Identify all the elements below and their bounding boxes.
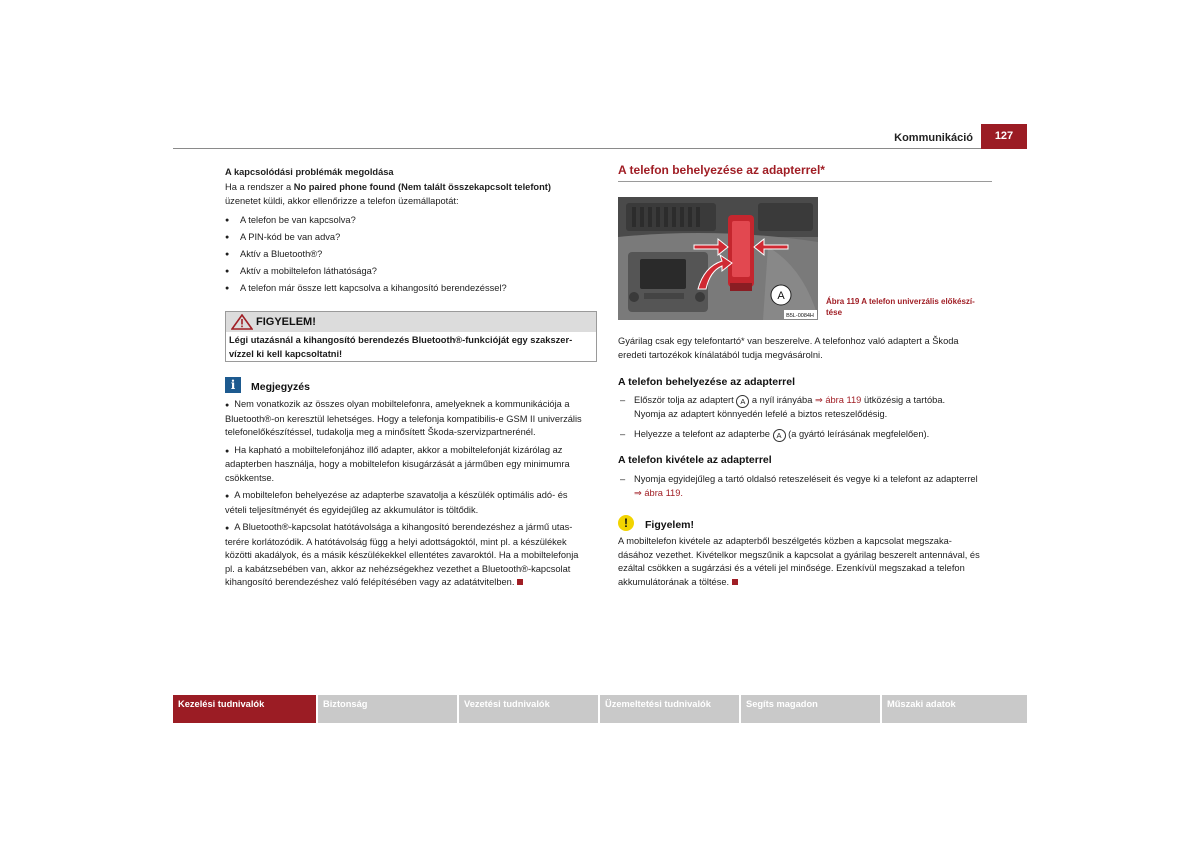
page-number: 127 — [981, 124, 1027, 149]
subheading-insert: A telefon behelyezése az adapterrel — [618, 376, 796, 388]
note-line: Nem vonatkozik az összes olyan mobiltelefonra, amelyeknek a kommunikációja a — [234, 399, 570, 409]
warning-box — [225, 311, 597, 362]
note-line: Ha kapható a mobiltelefonjához illő adapter, akkor a mobiltelefonját kizárólag az — [234, 444, 563, 455]
check-list — [225, 214, 597, 299]
chapter-tab-bar — [173, 695, 1027, 723]
caution-line: akkumulátorának a töltése. — [618, 576, 730, 587]
intro-paragraph — [225, 181, 597, 208]
note-line: csökkentse. — [225, 472, 275, 483]
intro-post: üzenetet küldi, akkor ellenőrizze a telefon üzemállapotát: — [225, 195, 459, 206]
insert-steps — [618, 394, 994, 442]
list-item: – Helyezze a telefont az adapterbe A (a gyártó leírásának megfelelően). — [618, 428, 994, 442]
warning-title: FIGYELEM! — [256, 316, 316, 328]
warning-header — [226, 312, 596, 332]
marker-a-icon: A — [773, 429, 786, 442]
note-line: Bluetooth®-on keresztül lehetséges. Hogy a telefonja kompatibilis-e GSM II univerzális — [225, 413, 582, 424]
caution-line: A mobiltelefon kivétele az adapterből beszélgetés közben a kapcsolat megszaka- — [618, 536, 952, 546]
list-item: ● Aktív a Bluetooth®? — [225, 248, 597, 265]
note-line: közötti akadályok, és a másik készülékekkel ellentétes zavaroktól. Ha a mobiltelefonja — [225, 550, 579, 560]
caution-line: ezáltal csökken a sugárzási és a vételi jel minősége. Ezenkívül megszakad a telefon — [618, 563, 965, 573]
note-line: kihangosító berendezéshez való felépítésében vagy az adatátvitelben. — [225, 577, 515, 587]
list-item: – Nyomja egyidejűleg a tartó oldalsó reteszeléseit és vegye ki a telefont az adapterrel ⇒ ábra 119. — [618, 473, 994, 500]
tab-segits-magadon[interactable]: Segíts magadon — [741, 695, 880, 723]
tab-uzemeltetesi-tudnivalok[interactable]: Üzemeltetési tudnivalók — [600, 695, 739, 723]
intro-bold-message: No paired phone found (Nem talált összekapcsolt telefont) — [293, 182, 551, 192]
figure-reference-link[interactable]: ⇒ ábra 119. — [634, 487, 683, 498]
warning-triangle-icon — [231, 314, 253, 330]
list-item: – Először tolja az adaptert A a nyíl irányába ⇒ ábra 119 ütközésig a tartóba. Nyomja az adaptert könnyedén lefelé a biztos reteszelődésig. — [618, 394, 994, 422]
figure-marker-a: A — [777, 290, 785, 302]
end-of-section-icon — [517, 579, 523, 585]
note-line: A Bluetooth®-kapcsolat hatótávolsága a kihangosító berendezéshez a jármű utas- — [234, 522, 573, 532]
caption-line: tése — [826, 308, 843, 317]
note-line: vételi teljesítményét és egyidejűleg az akkumulátor is töltődik. — [225, 504, 479, 515]
caution-body — [618, 535, 994, 589]
note-line: pl. a kabátzsebében van, akkor az nehézségekhez vezethet a Bluetooth®-kapcsolat — [225, 563, 571, 574]
note-paragraph: ● Ha kapható a mobiltelefonjához illő adapter, akkor a mobiltelefonját kizárólag az adapterben használja, hogy a mobiltelefon kisugárzását a járműben egy minimumra csökkentse. — [225, 444, 599, 486]
caution-line: dásához vezethet. Kivételkor megszűnik a kapcsolat a gyárilag beszerelt antennával, és — [618, 549, 980, 560]
caution-title: Figyelem! — [645, 519, 695, 531]
section-heading-connection-problems: A kapcsolódási problémák megoldása — [225, 167, 394, 177]
warning-text — [229, 334, 595, 361]
adapter-intro — [618, 335, 994, 362]
figure-caption — [826, 296, 996, 318]
note-body — [225, 398, 599, 590]
end-of-section-icon — [732, 579, 738, 585]
tab-muszaki-adatok[interactable]: Műszaki adatok — [882, 695, 1027, 723]
list-item: ● A PIN-kód be van adva? — [225, 231, 597, 248]
figure-code: B5L-0084H — [786, 313, 814, 319]
intro-line: eredeti tartozékok kínálatából tudja megvásárolni. — [618, 349, 823, 360]
list-item: ● Aktív a mobiltelefon láthatósága? — [225, 265, 597, 282]
warning-line: vízzel ki kell kapcsoltatni! — [229, 348, 343, 359]
figure-phone-adapter — [618, 197, 818, 320]
note-paragraph: ● Nem vonatkozik az összes olyan mobiltelefonra, amelyeknek a kommunikációja a Bluetooth®-on keresztül lehetséges. Hogy a telefonja kompatibilis-e GSM II univerzális telefonelőkészítéssel, tudakolja meg a minősített Škoda-szervizpartnerénél. — [225, 398, 599, 440]
marker-a-icon: A — [736, 395, 749, 408]
subheading-remove: A telefon kivétele az adapterrel — [618, 454, 772, 466]
section-rule — [618, 181, 992, 182]
note-paragraph: ● A Bluetooth®-kapcsolat hatótávolsága a kihangosító berendezéshez a jármű utas- terére korlátozódik. A hatótávolság függ a helyi adottságoktól, mint pl. a készülékek közötti akadályok, és a másik készülékekkel ellentétes zavaroktól. Ha a mobiltelefonja pl. a kabátzsebében van, akkor az nehézségekhez vezethet a Bluetooth®-kapcsolat kihangosító berendezéshez való felépítésében vagy az adatátvitelben. — [225, 521, 599, 590]
warning-line: Légi utazásnál a kihangosító berendezés Bluetooth®-funkcióját egy szakszer- — [229, 335, 573, 345]
running-header-title: Kommunikáció — [894, 132, 973, 144]
list-item: ● A telefon be van kapcsolva? — [225, 214, 597, 231]
tab-kezelesi-tudnivalok[interactable]: Kezelési tudnivalók — [173, 695, 316, 723]
note-paragraph: ● A mobiltelefon behelyezése az adapterbe szavatolja a készülék optimális adó- és vételi teljesítményét és egyidejűleg az akkumulátor is töltődik. — [225, 489, 599, 517]
caution-icon: ! — [618, 515, 634, 531]
tab-vezetesi-tudnivalok[interactable]: Vezetési tudnivalók — [459, 695, 598, 723]
intro-pre: Ha a rendszer a — [225, 182, 294, 192]
note-line: adapterben használja, hogy a mobiltelefon kisugárzását a járműben egy minimumra — [225, 459, 570, 469]
note-title: Megjegyzés — [251, 381, 310, 393]
info-icon: i — [225, 377, 241, 393]
dashboard-illustration — [618, 197, 818, 320]
remove-steps — [618, 473, 994, 500]
caption-line: Ábra 119 A telefon univerzális előkészí- — [826, 297, 975, 306]
figure-reference-link[interactable]: ⇒ ábra 119 — [814, 395, 862, 405]
intro-line: Gyárilag csak egy telefontartó* van beszerelve. A telefonhoz való adaptert a Škoda — [618, 336, 959, 346]
note-line: A mobiltelefon behelyezése az adapterbe szavatolja a készülék optimális adó- és — [234, 490, 568, 500]
section-title-adapter: A telefon behelyezése az adapterrel* — [618, 163, 825, 177]
tab-biztonsag[interactable]: Biztonság — [318, 695, 457, 723]
list-item: ● A telefon már össze lett kapcsolva a kihangosító berendezéssel? — [225, 282, 597, 299]
note-line: terére korlátozódik. A hatótávolság függ a helyi adottságoktól, mint pl. a készülékek — [225, 536, 567, 547]
header-rule — [173, 148, 981, 149]
note-line: telefonelőkészítéssel, tudakolja meg a minősített Škoda-szervizpartnerénél. — [225, 427, 536, 437]
